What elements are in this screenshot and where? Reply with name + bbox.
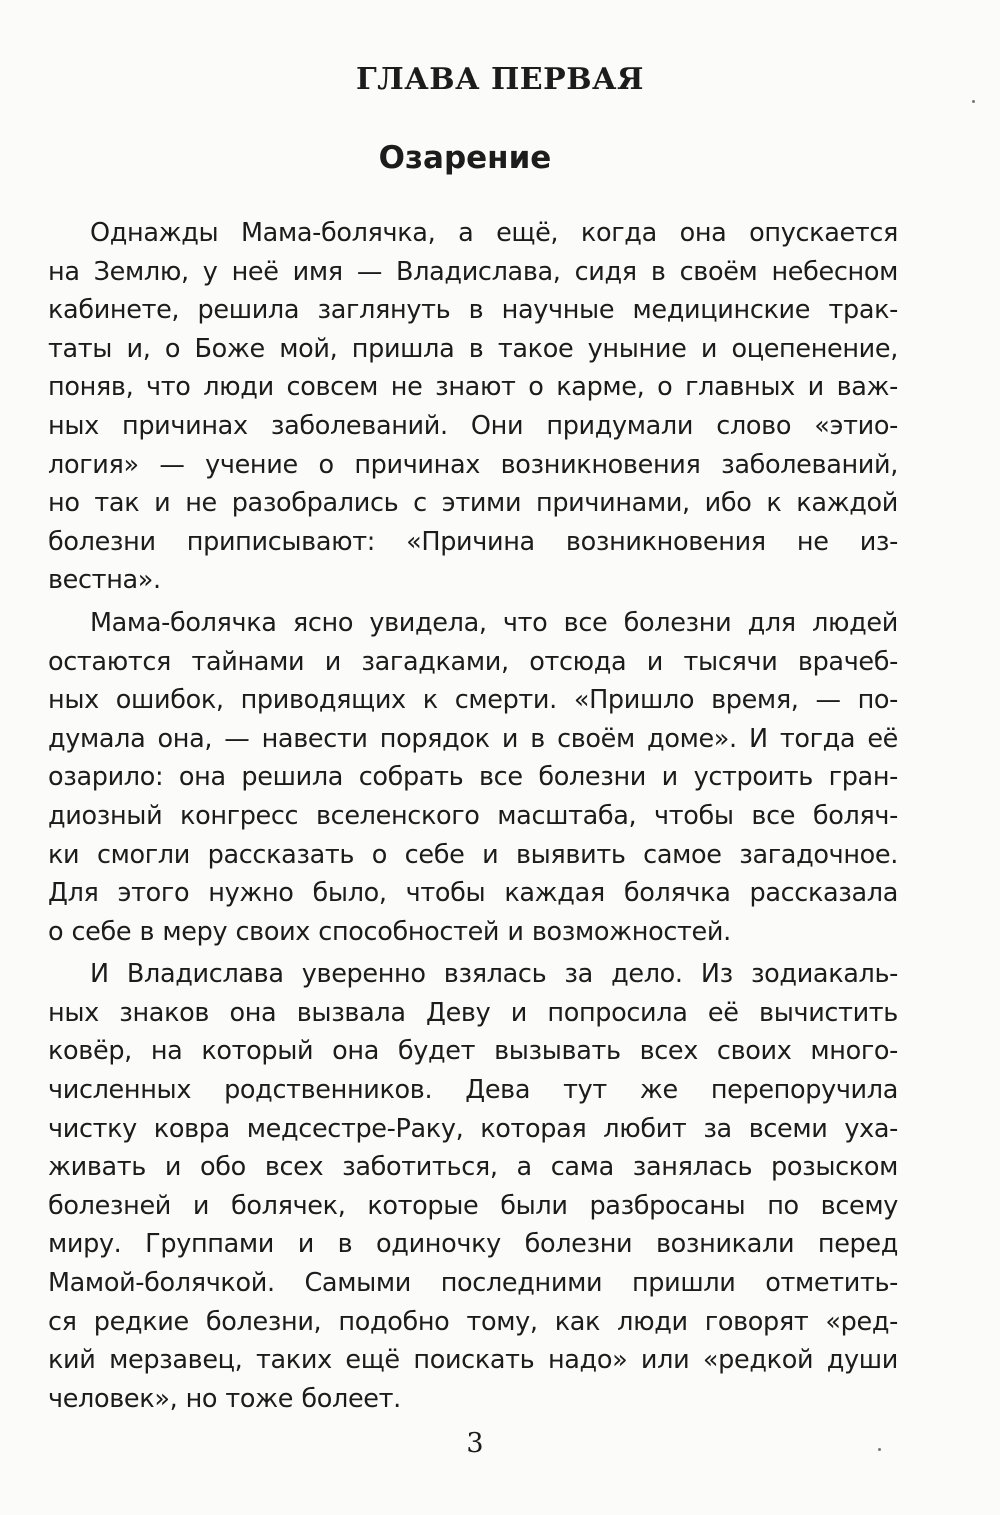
text-line: кий мерзавец, таких ещё поискать надо» или «редкой души: [48, 1345, 898, 1376]
paragraph-3: [48, 955, 898, 1418]
text-line: живать и обо всех заботиться, а сама занялась розыском: [48, 1152, 898, 1183]
text-line: вестна».: [48, 565, 161, 596]
text-line: болезней и болячек, которые были разбросаны по всему: [48, 1190, 898, 1221]
text-line: ковёр, на который она будет вызывать всех своих много-: [48, 1036, 898, 1067]
text-line: озарило: она решила собрать все болезни и устроить гран-: [48, 762, 898, 793]
text-line: миру. Группами и в одиночку болезни возникали перед: [48, 1229, 898, 1260]
section-title: Озарение: [378, 140, 552, 176]
text-line: остаются тайнами и загадками, отсюда и тысячи врачеб-: [48, 646, 898, 677]
text-line: поняв, что люди совсем не знают о карме, о главных и важ-: [48, 372, 898, 403]
paragraph-1: [48, 214, 898, 600]
text-line: ки смогли рассказать о себе и выявить самое загадочное.: [48, 839, 898, 870]
text-line: ных причинах заболеваний. Они придумали слово «этио-: [48, 410, 898, 441]
text-line: Однажды Мама-болячка, а ещё, когда она опускается: [90, 218, 898, 248]
page-number: 3: [466, 1428, 484, 1459]
text-line: на Землю, у неё имя — Владислава, сидя в своём небесном: [48, 256, 898, 287]
text-line: о себе в меру своих способностей и возможностей.: [48, 916, 731, 947]
text-line: ных ошибок, приводящих к смерти. «Пришло время, — по-: [48, 685, 898, 716]
text-line: диозный конгресс вселенского масштаба, чтобы все боляч-: [48, 800, 898, 831]
text-line: логия» — учение о причинах возникновения заболеваний,: [48, 449, 898, 480]
body-text: [48, 214, 898, 1418]
scan-speck: [972, 100, 975, 103]
text-line: численных родственников. Дева тут же перепоручила: [48, 1075, 898, 1106]
text-line: таты и, о Боже мой, пришла в такое уныние и оцепенение,: [48, 333, 898, 364]
text-line: чистку ковра медсестре-Раку, которая любит за всеми уха-: [48, 1113, 898, 1144]
text-line: И Владислава уверенно взялась за дело. Из зодиакаль-: [90, 959, 898, 990]
text-line: ных знаков она вызвала Деву и попросила её вычистить: [48, 997, 898, 1028]
chapter-heading: ГЛАВА ПЕРВАЯ: [356, 62, 644, 97]
text-line: думала она, — навести порядок и в своём доме». И тогда её: [48, 723, 898, 754]
paragraph-2: [48, 604, 898, 951]
scan-speck: [878, 1448, 881, 1451]
text-line: Мамой-болячкой. Самыми последними пришли отметить-: [48, 1268, 898, 1299]
text-line: болезни приписывают: «Причина возникновения не из-: [48, 526, 898, 557]
text-line: человек», но тоже болеет.: [48, 1383, 401, 1414]
text-line: ся редкие болезни, подобно тому, как люди говорят «ред-: [48, 1306, 898, 1337]
text-line: но так и не разобрались с этими причинами, ибо к каждой: [48, 488, 898, 519]
text-line: кабинете, решила заглянуть в научные медицинские трак-: [48, 295, 898, 326]
text-line: Для этого нужно было, чтобы каждая болячка рассказала: [48, 878, 898, 909]
text-line: Мама-болячка ясно увидела, что все болезни для людей: [90, 607, 898, 638]
